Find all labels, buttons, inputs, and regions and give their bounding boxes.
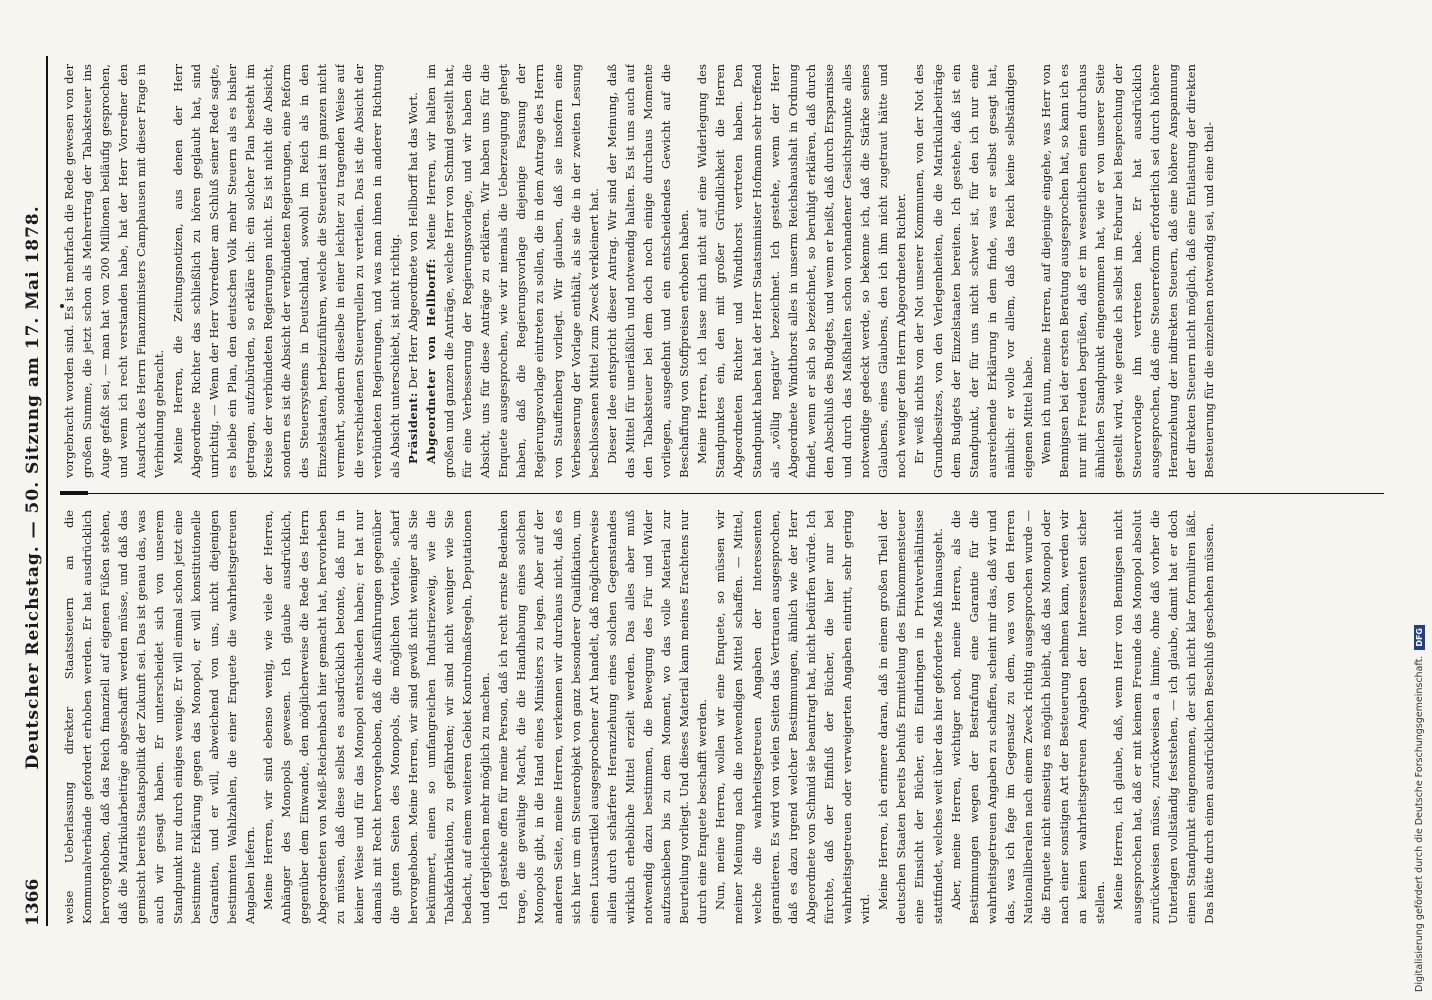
paragraph — [910, 64, 1037, 478]
paragraph-text: vorgebracht worden sind. Es ist mehrfach die Rede gewesen von der großen Summe, die jetzt schon als Mehrertrag der Tabaksteuer ins Auge gefaßt sei, — man hat von 200 Millionen beiläufig gesprochen, und wenn ich recht verstanden habe, hat der Herr Vorredner den Ausdruck des Herrn Finanzministers Camphausen mit dieser Frage in Verbindung gebracht. — [62, 64, 167, 478]
paragraph-text: weise Ueberlassung direkter Staatssteuern an die Kommunalverbände gefordert erhoben werden. Er hat ausdrücklich hervorgehoben, daß das Reich finanziell auf eigenen Füßen stehen, daß die Matrikularbeiträge abgeschafft werden müsse, und daß das gemischt bereits Staatspolitik der Zukunft sei. Das ist genau das, was auch wir gesagt haben. Er unterscheidet sich von unserem Standpunkt nur durch einiges wenige. Er will einmal schon jetzt eine bestimmte Erklärung gegen das Monopol, er will konstitutionelle Garantien, und er will, abweichend von uns, nicht diejenigen bestimmten Wahlzahlen, die einer Enquete die wahrheitsgetreuen Angaben liefern. — [62, 510, 257, 924]
credit-text: Digitalisierung gefördert durch die Deutsche Forschungsgemeinschaft. — [1413, 655, 1425, 992]
paragraph-text: Wenn ich nun, meine Herren, auf diejenige eingehe, was Herr von Bennigsen bei der ersten Beratung ausgesprochen hat, so kann ich es nur mit Freuden begrüßen, daß er im wesentlichen einen durchaus ähnlichen Standpunkt eingenommen hat, wie er von unserer Seite gestellt wird, wie gerade ich selbst im Februar bei Besprechung der Steuervorlage ihn vertreten habe. Er hat ausdrücklich ausgesprochen, daß eine Steuerreform erforderlich sei durch höhere Heranziehung der indirekten Steuern, daß eine höhere Anspannung der direkten Steuern nicht möglich, daß eine Entlastung der direkten Besteuerung für die einzelnen notwendig sei, und eine theil- — [1039, 64, 1216, 478]
running-head — [20, 56, 48, 926]
paragraph — [494, 510, 711, 924]
paragraph-text: Dieser Idee entspricht dieser Antrag. Wir sind der Meinung, daß das Mittel für unerläßlich und notwendig halten. Es ist uns auch auf den Tabaksteuer bei dem doch noch einige durchaus Momente vorliegen, ausgedehnt und ein entscheidendes Gewicht auf die Beschaffung von Stoffpreisen erhoben haben. — [604, 64, 692, 478]
paragraph — [947, 510, 1110, 924]
paragraph — [1109, 510, 1218, 924]
page-number: 1366 — [23, 878, 43, 926]
text-column-left — [60, 510, 1384, 924]
paragraph — [60, 64, 169, 478]
paragraph — [422, 64, 603, 478]
paragraph — [603, 64, 693, 478]
column-divider — [60, 493, 1384, 494]
paragraph-text: Er weiß nichts von der Not unserer Kommunen, von der Not des Grundbesitzes, von den Verlegenheiten, die die Matrikularbeiträge dem Budgets der Einzelstaaten bereiten. Ich gestehe, daß ist ein Standpunkt, der für uns nicht schwer ist, für den ich nur eine ausreichende Erklärung in dem finde, was er selbst gesagt hat, nämlich: er wolle vor allem, daß das Reich keine selbständigen eigenen Mittel habe. — [912, 64, 1035, 478]
speaker-name: Präsident: — [405, 392, 420, 464]
text-column-right — [60, 64, 1384, 478]
paragraph — [404, 64, 422, 478]
paragraph-text: Der Herr Abgeordnete von Hellborff hat das Wort. — [405, 92, 420, 389]
paragraph-text: Nun, meine Herren, wollen wir eine Enquete, so müssen wir meiner Meinung nach die notwendigen Mittel schaffen. — Mittel, welche die wahrheitsgetreuen Angaben der Interessenten garantieren. Es wird von vielen Seiten das Vertrauen ausgesprochen, daß es dazu irgend welcher Bestimmungen, ähnlich wie der Herr Abgeordnete von Schmid sie beantragt hat, nicht bedürfen würde. Ich fürchte, daß der Einfluß der Bücher, die hier nur bei wahrheitsgetreuen oder verweigerten Angaben eintritt, sehr gering wird. — [713, 510, 873, 924]
speaker-name: Abgeordneter von Hellborff: — [423, 258, 438, 464]
paragraph — [693, 64, 910, 478]
paragraph — [874, 510, 946, 924]
paragraph-text: Aber, meine Herren, wichtiger noch, meine Herren, als die Bestimmungen wegen der Bestrafung eine Garantie für die wahrheitsgetreuen Angaben zu schaffen, scheint mir das, daß wir und das, was ich fage im Gegensatz zu dem, was von den Herren Nationalliberalen nach einem Zweck richtig ausgesprochen wurde — die Enquete nicht einseitig es möglich bleibt, daß das Monopol oder nach einer sonstigen Art der Besteuerung nehmen kann, werden wir an keinen wahrheitsgetreuen Angaben der Interessenten sicher stellen. — [948, 510, 1108, 924]
paragraph — [1037, 64, 1218, 478]
paragraph-text: Meine Herren, wir halten im großen und ganzen die Anträge, welche Herr von Schmid gestellt hat, für eine Verbesserung der Regierungsvorlage, und wir haben die Absicht, uns für diese Anträge zu erklären. Wir haben uns für die Enquete ausgesprochen, wie wir niemals die Ueberzeugung gehegt haben, daß die Regierungsvorlage diejenige Fassung der Regierungsvorlage eintreten zu sollen, die in dem Antrage des Herrn von Stauffenberg vorliegt. Wir glauben, daß sie insofern eine Verbesserung der Vorlage enthält, als sie die in der zweiten Lesung beschlossenen Mittel zum Zweck verkleinert hat. — [423, 64, 601, 478]
paragraph — [169, 64, 404, 478]
paragraph-text: Meine Herren, die Zeitungsnotizen, aus denen der Herr Abgeordnete Richter das schließlich zu hören geglaubt hat, sind unrichtig. — Wenn der Herr Vorredner am Schluß seiner Rede sagte, es bleibe ein Plan, den deutschen Volk mehr Steuern als es bisher getragen, aufzubürden, so erkläre ich: ein solcher Plan besteht im Kreise der verbündeten Regierungen nicht. Es ist nicht die Absicht, sondern es ist die Absicht der verbündeten Regierungen, eine Reform des Steuersystems in Deutschland, sowohl im Reich als in den Einzelstaaten, herbeizuführen, welche die Steuerlast im ganzen nicht vermehrt, sondern dieselbe in einer leichter zu tragenden Weise auf die verschiedenen Steuerquellen zu verteilen. Das ist die Absicht der verbündeten Regierungen, und was man ihnen in anderer Richtung als Absicht unterschiebt, ist nicht richtig. — [170, 64, 402, 478]
paragraph-text: Meine Herren, ich lasse mich nicht auf eine Widerlegung des Standpunktes ein, den mit großer Gründlichkeit die Herren Abgeordneten Richter und Windthorst vertreten haben. Den Standpunkt haben hat der Herr Staatsminister Hofmann sehr treffend als „völlig negativ“ bezeichnet. Ich gestehe, wenn der Herr Abgeordnete Windthorst alles in unserm Reichshaushalt in Ordnung findet, wenn er sich so bezeichnet, so beruhigt erklären, daß durch den Abschluß des Budgets, und wenn er heißt, daß durch Ersparnisse und durch das Maßhalten schon vorhandener Gesichtspunkte alles notwendige gedeckt werde, so bekenne ich, daß die Stärke seines Glaubens, eines Glaubens, den ich ihm nicht zugetraut hätte und noch weniger dem Herrn Abgeordneten Richter. — [695, 64, 909, 478]
page-title: Deutscher Reichstag. — 50. Sitzung am 17. Mai 1878. — [23, 205, 43, 770]
paragraph — [711, 510, 874, 924]
paragraph — [60, 510, 259, 924]
paragraph-text: Ich gestehe offen für meine Person, daß ich recht ernste Bedenken trage, die gewaltige Macht, die die Handhabung eines solchen Monopols gibt, in die Hand eines Ministers zu legen. Aber auf der anderen Seite, meine Herren, verkennen wir durchaus nicht, daß es sich hier um ein Steuerobjekt von ganz besonderer Qualifikation, um einen Luxusartikel ausgesprochener Art handelt, daß möglicherweise allein durch schärfere Heranziehung eines solchen Gegenstandes wirklich erhebliche Mittel erzielt werden. Das alles aber muß notwendig dazu bestimmen, die Bewegung des Für und Wider aufzuschieben bis zu dem Moment, wo das volle Material zur Beurteilung vorliegt. Und dieses Material kann meines Erachtens nur durch eine Enquete beschafft werden. — [496, 510, 710, 924]
digitization-credit — [1412, 8, 1426, 992]
paragraph-text: Meine Herren, ich erinnere daran, daß in einem großen Theil der deutschen Staaten bereits behufs Ermittelung des Einkommensteuer eine Einsicht der Bücher, ein Eindringen in Privatverhältnisse stattfindet, welches weit über das hier geforderte Maß hinausgeht. — [876, 510, 945, 924]
paragraph-text: Meine Herren, wir sind ebenso wenig, wie viele der Herren, Anhänger des Monopols gewesen. Ich glaube ausdrücklich, gegenüber dem Einwande, den möglicherweise die Rede des Herrn Abgeordneten von Meiß-Reichenbach hier gemacht hat, hervorheben zu müssen, daß diese selbst es ausdrücklich betonte, daß nur in keiner Weise und für das Monopol entschieden haben; er hat nur damals mit Recht hervorgehoben, daß die Ausführungen gegenüber die guten Seiten des Monopols, die möglichen Vorteile, scharf hervorgehoben. Meine Herren, wir sind gewiß nicht weniger als Sie bekümmert, einen so umfangreichen Industriezweig, wie die Tabakfabrikation, zu gefährden; wir sind nicht weniger wie Sie bedacht, auf einem weiteren Gebiet Kontrolmaßregeln, Deputationen und dergleichen mehr möglich zu machen. — [261, 510, 493, 924]
dfg-logo: DFG — [1414, 625, 1425, 650]
paragraph — [259, 510, 494, 924]
paragraph-text: Meine Herren, ich glaube, daß, wenn Herr von Bennigsen nicht ausgesprochen hat, daß er mit keinem Freunde das Monopol absolut zurückweisen müsse, zurückweisen a limine, ohne daß vorher die Unterlagen vollständig feststehen, — ich glaube, damit hat er doch einen Standpunkt eingenommen, der sich nicht klar formuliren läßt. Das hätte durch einen ausdrücklichen Beschluß geschehen müssen. — [1111, 510, 1216, 924]
